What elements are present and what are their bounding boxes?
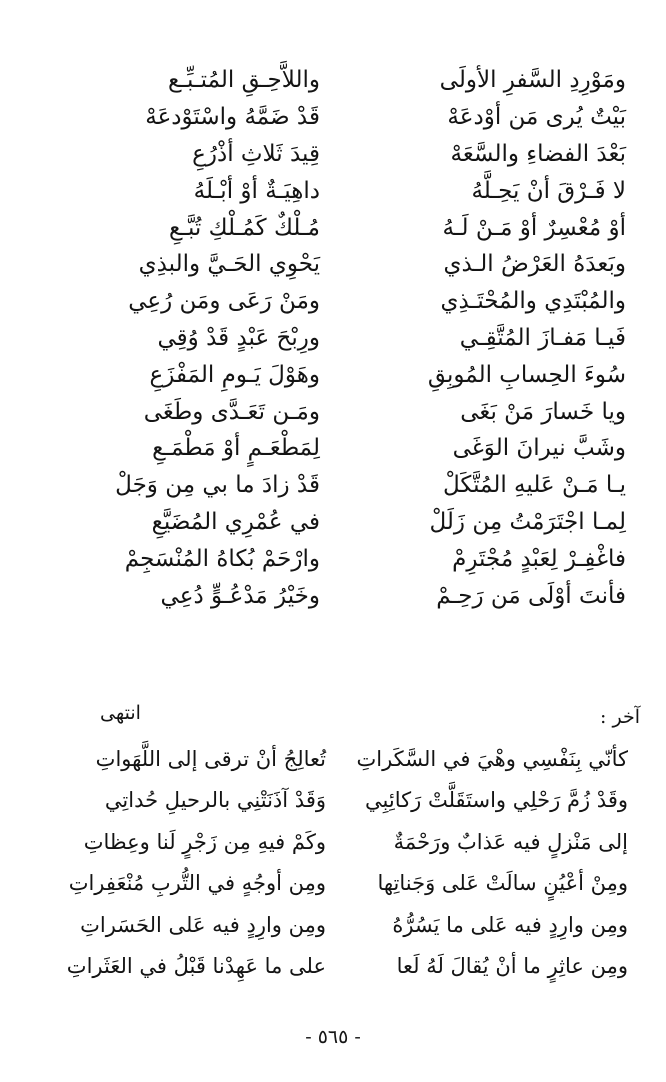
verse-row (26, 904, 632, 946)
verse-row (70, 209, 630, 246)
second-hemistich: ومَـن تَعَـدَّى وطَغَى (143, 398, 320, 425)
verse-row (26, 738, 632, 780)
verse-row (70, 467, 630, 504)
end-mark: انتهى (100, 702, 141, 724)
first-hemistich: وشَبَّ نيرانَ الوَغَى (452, 435, 626, 462)
verse-row (26, 780, 632, 822)
poem-two-heading: آخر : (600, 706, 640, 728)
verse-row (70, 540, 630, 577)
second-hemistich: قَدْ زادَ ما بي مِن وَجَلْ (115, 472, 320, 499)
first-hemistich: وبَعدَهُ العَرْضُ الـذي (443, 251, 626, 278)
second-hemistich: ورِبْحَ عَبْدٍ قَدْ وُقِي (157, 324, 320, 351)
verse-row (70, 246, 630, 283)
first-hemistich: بَعْدَ الفضاءِ والسَّعَهْ (450, 140, 626, 167)
second-hemistich: ومَنْ رَعَى ومَن رُعِي (128, 288, 320, 315)
second-hemistich: وكَمْ فيهِ مِن زَجْرٍ لَنا وعِظاتِ (83, 829, 326, 854)
first-hemistich: فاغْفِـرْ لِعَبْدٍ مُجْتَرِمْ (452, 545, 626, 572)
first-hemistich: ومِنْ أعْيُنٍ سالَتْ عَلى وَجَناتِها (377, 871, 628, 896)
verse-row (26, 946, 632, 988)
second-hemistich: يَحْوِي الحَـيَّ والبذِي (138, 251, 320, 278)
verse-row (70, 430, 630, 467)
verse-row (70, 99, 630, 136)
verse-row (70, 320, 630, 357)
second-hemistich: مُـلْكٌ كَمُـلْكِ تُبَّـعِ (169, 214, 320, 241)
verse-row (26, 863, 632, 905)
first-hemistich: سُوءَ الحِسابِ المُوبِقِ (427, 361, 626, 388)
verse-row (70, 136, 630, 173)
second-hemistich: قَدْ ضَمَّهُ واسْتَوْدعَهْ (145, 104, 320, 131)
verse-row (70, 577, 630, 614)
first-hemistich: يـا مَـنْ عَليهِ المُتَّكَلْ (442, 472, 626, 499)
second-hemistich: وَقَدْ آذَنَتْنِي بالرحيلِ حُداتِي (104, 788, 326, 813)
first-hemistich: ويا خَسارَ مَنْ بَغَى (460, 398, 626, 425)
second-hemistich: ومِن وارِدٍ فيه عَلى الحَسَراتِ (80, 912, 326, 937)
second-hemistich: داهِيَـةٌ أوْ أبْـلَهُ (193, 177, 320, 204)
page-number: - ٥٦٥ - (305, 1026, 361, 1048)
poem-one (70, 62, 630, 614)
second-hemistich: على ما عَهِدْنا قَبْلُ في العَثَراتِ (66, 954, 326, 979)
second-hemistich: تُعالِجُ أنْ ترقى إلى اللَّهَواتِ (95, 746, 326, 771)
second-hemistich: واللاَّحِـقِ المُتـبِّـع (168, 67, 320, 94)
second-hemistich: في عُمْرِي المُضَيَّعِ (151, 508, 320, 535)
second-hemistich: وهَوْلَ يَـومِ المَفْزَعِ (149, 361, 320, 388)
second-hemistich: لِمَطْعَـمٍ أوْ مَطْمَـعِ (152, 435, 320, 462)
first-hemistich: كأنّي بِنَفْسِي وهْيَ في السَّكَراتِ (356, 746, 628, 771)
first-hemistich: بَيْتٌ يُرى مَن أوْدعَهْ (447, 104, 626, 131)
first-hemistich: لا فَـرْقَ أنْ يَحِـلَّهُ (471, 177, 626, 204)
first-hemistich: إلى مَنْزلٍ فيه عَذابٌ ورَحْمَةٌ (393, 829, 628, 854)
verse-row (70, 283, 630, 320)
first-hemistich: لِمـا اجْتَرَمْتُ مِن زَلَلْ (429, 508, 626, 535)
verse-row (26, 821, 632, 863)
verse-row (70, 172, 630, 209)
first-hemistich: فَيـا مَفـازَ المُتَّقِـي (459, 324, 626, 351)
verse-row (70, 356, 630, 393)
first-hemistich: فأنتَ أوْلَى مَن رَحِـمْ (436, 582, 626, 609)
poem-two (26, 738, 632, 987)
second-hemistich: قِيدَ ثَلاثِ أذْرُعِ (192, 140, 320, 167)
verse-row (70, 62, 630, 99)
second-hemistich: وخَيْرُ مَدْعُـوٍّ دُعِي (160, 582, 320, 609)
first-hemistich: ومِن عاثِرٍ ما أنْ يُقالَ لَهُ لَعا (396, 954, 628, 979)
second-hemistich: وارْحَمْ بُكاهُ المُنْسَجِمْ (124, 545, 320, 572)
first-hemistich: ومَوْرِدِ السَّفرِ الأولَى (439, 67, 626, 94)
first-hemistich: أوْ مُعْسِرٌ أوْ مَـنْ لَـهُ (442, 214, 626, 241)
first-hemistich: ومِن وارِدٍ فيه عَلى ما يَسُرُّهُ (392, 912, 628, 937)
verse-row (70, 393, 630, 430)
verse-row (70, 504, 630, 541)
second-hemistich: ومِن أوجُهٍ في التُّربِ مُنْعَفِراتِ (68, 871, 326, 896)
first-hemistich: والمُبْتَدِي والمُحْتَـذِي (440, 288, 626, 315)
first-hemistich: وقَدْ زُمَّ رَحْلِي واستَقَلَّتْ رَكائِبِي (365, 788, 628, 813)
